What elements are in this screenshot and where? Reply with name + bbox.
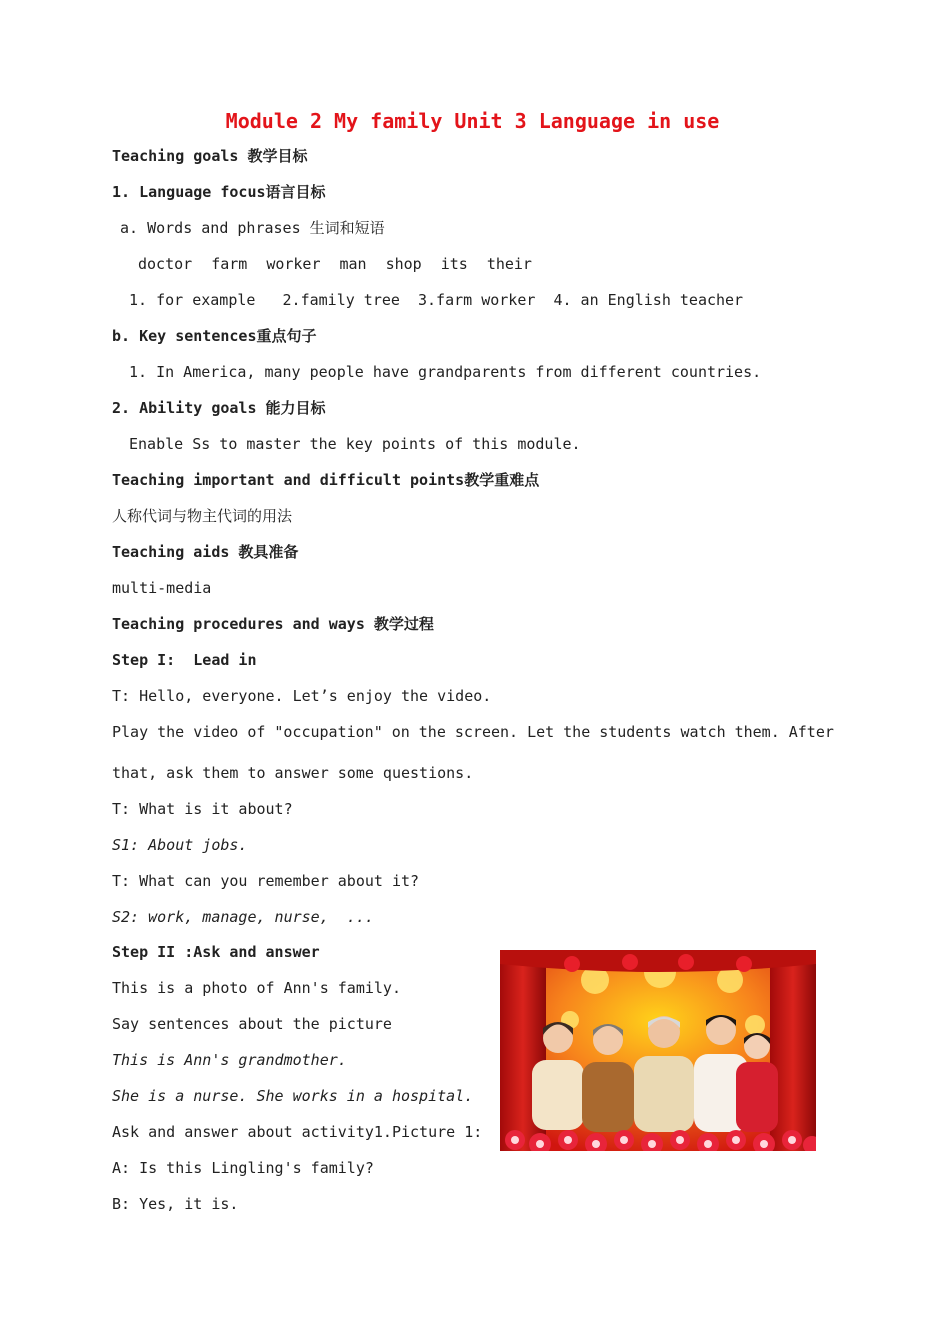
example-sentence: She is a nurse. She works in a hospital. <box>112 1087 474 1105</box>
family-photo <box>500 950 816 1151</box>
student-line: S1: About jobs. <box>112 836 248 854</box>
instruction-word: them. <box>734 723 780 741</box>
instruction-word: on <box>391 723 410 741</box>
word-item: shop <box>385 255 422 273</box>
instruction-word: After <box>788 723 834 741</box>
word-list <box>138 254 532 274</box>
key-sentences-heading: b. Key sentences重点句子 <box>112 327 317 345</box>
instruction-word: the <box>418 723 446 741</box>
important-points-text: 人称代词与物主代词的用法 <box>112 507 293 525</box>
teaching-aids-heading: Teaching aids 教具准备 <box>112 543 299 561</box>
activity-line: Ask and answer about activity1.Picture 1: <box>112 1123 483 1141</box>
word-item: doctor <box>138 255 193 273</box>
instruction-word: the <box>563 723 591 741</box>
important-points-heading: Teaching important and difficult points教学重难点 <box>112 471 540 489</box>
word-item: its <box>440 255 468 273</box>
instruction-word: Let <box>527 723 555 741</box>
instruction-word: "occupation" <box>274 723 383 741</box>
instruction-word: of <box>247 723 266 741</box>
step-2-heading: Step II :Ask and answer <box>112 943 320 961</box>
instruction-line <box>112 722 834 742</box>
dialogue-a: A: Is this Lingling's family? <box>112 1159 374 1177</box>
instruction-word: screen. <box>454 723 519 741</box>
instruction-word: the <box>157 723 185 741</box>
teacher-line: T: What can you remember about it? <box>112 872 420 890</box>
dialogue-b: B: Yes, it is. <box>112 1195 239 1213</box>
instruction-word: Play <box>112 723 149 741</box>
word-item: farm <box>211 255 248 273</box>
words-heading: a. Words and phrases 生词和短语 <box>120 219 385 237</box>
teacher-line: T: Hello, everyone. Let’s enjoy the video. <box>112 687 492 705</box>
phrase-list: 1. for example 2.family tree 3.farm worker 4. an English teacher <box>129 291 744 309</box>
instruction-word: watch <box>680 723 726 741</box>
step-1-heading: Step I: Lead in <box>112 651 257 669</box>
teacher-line: T: What is it about? <box>112 800 293 818</box>
example-sentence: This is Ann's grandmother. <box>112 1051 347 1069</box>
instruction-word: students <box>599 723 672 741</box>
word-item: their <box>486 255 532 273</box>
teaching-aids-text: multi-media <box>112 579 212 597</box>
photo-line: This is a photo of Ann's family. <box>112 979 401 997</box>
instruction-continued: that, ask them to answer some questions. <box>112 764 474 782</box>
say-line: Say sentences about the picture <box>112 1015 392 1033</box>
key-sentence: 1. In America, many people have grandparents from different countries. <box>129 363 762 381</box>
word-item: man <box>339 255 367 273</box>
teaching-goals-heading: Teaching goals 教学目标 <box>112 147 308 165</box>
word-item: worker <box>266 255 321 273</box>
document-title: Module 2 My family Unit 3 Language in use <box>225 109 720 133</box>
procedures-heading: Teaching procedures and ways 教学过程 <box>112 615 434 633</box>
language-focus-heading: 1. Language focus语言目标 <box>112 183 326 201</box>
ability-goals-heading: 2. Ability goals 能力目标 <box>112 399 326 417</box>
ability-text: Enable Ss to master the key points of this module. <box>129 435 581 453</box>
instruction-word: video <box>193 723 239 741</box>
student-line: S2: work, manage, nurse, ... <box>112 908 374 926</box>
